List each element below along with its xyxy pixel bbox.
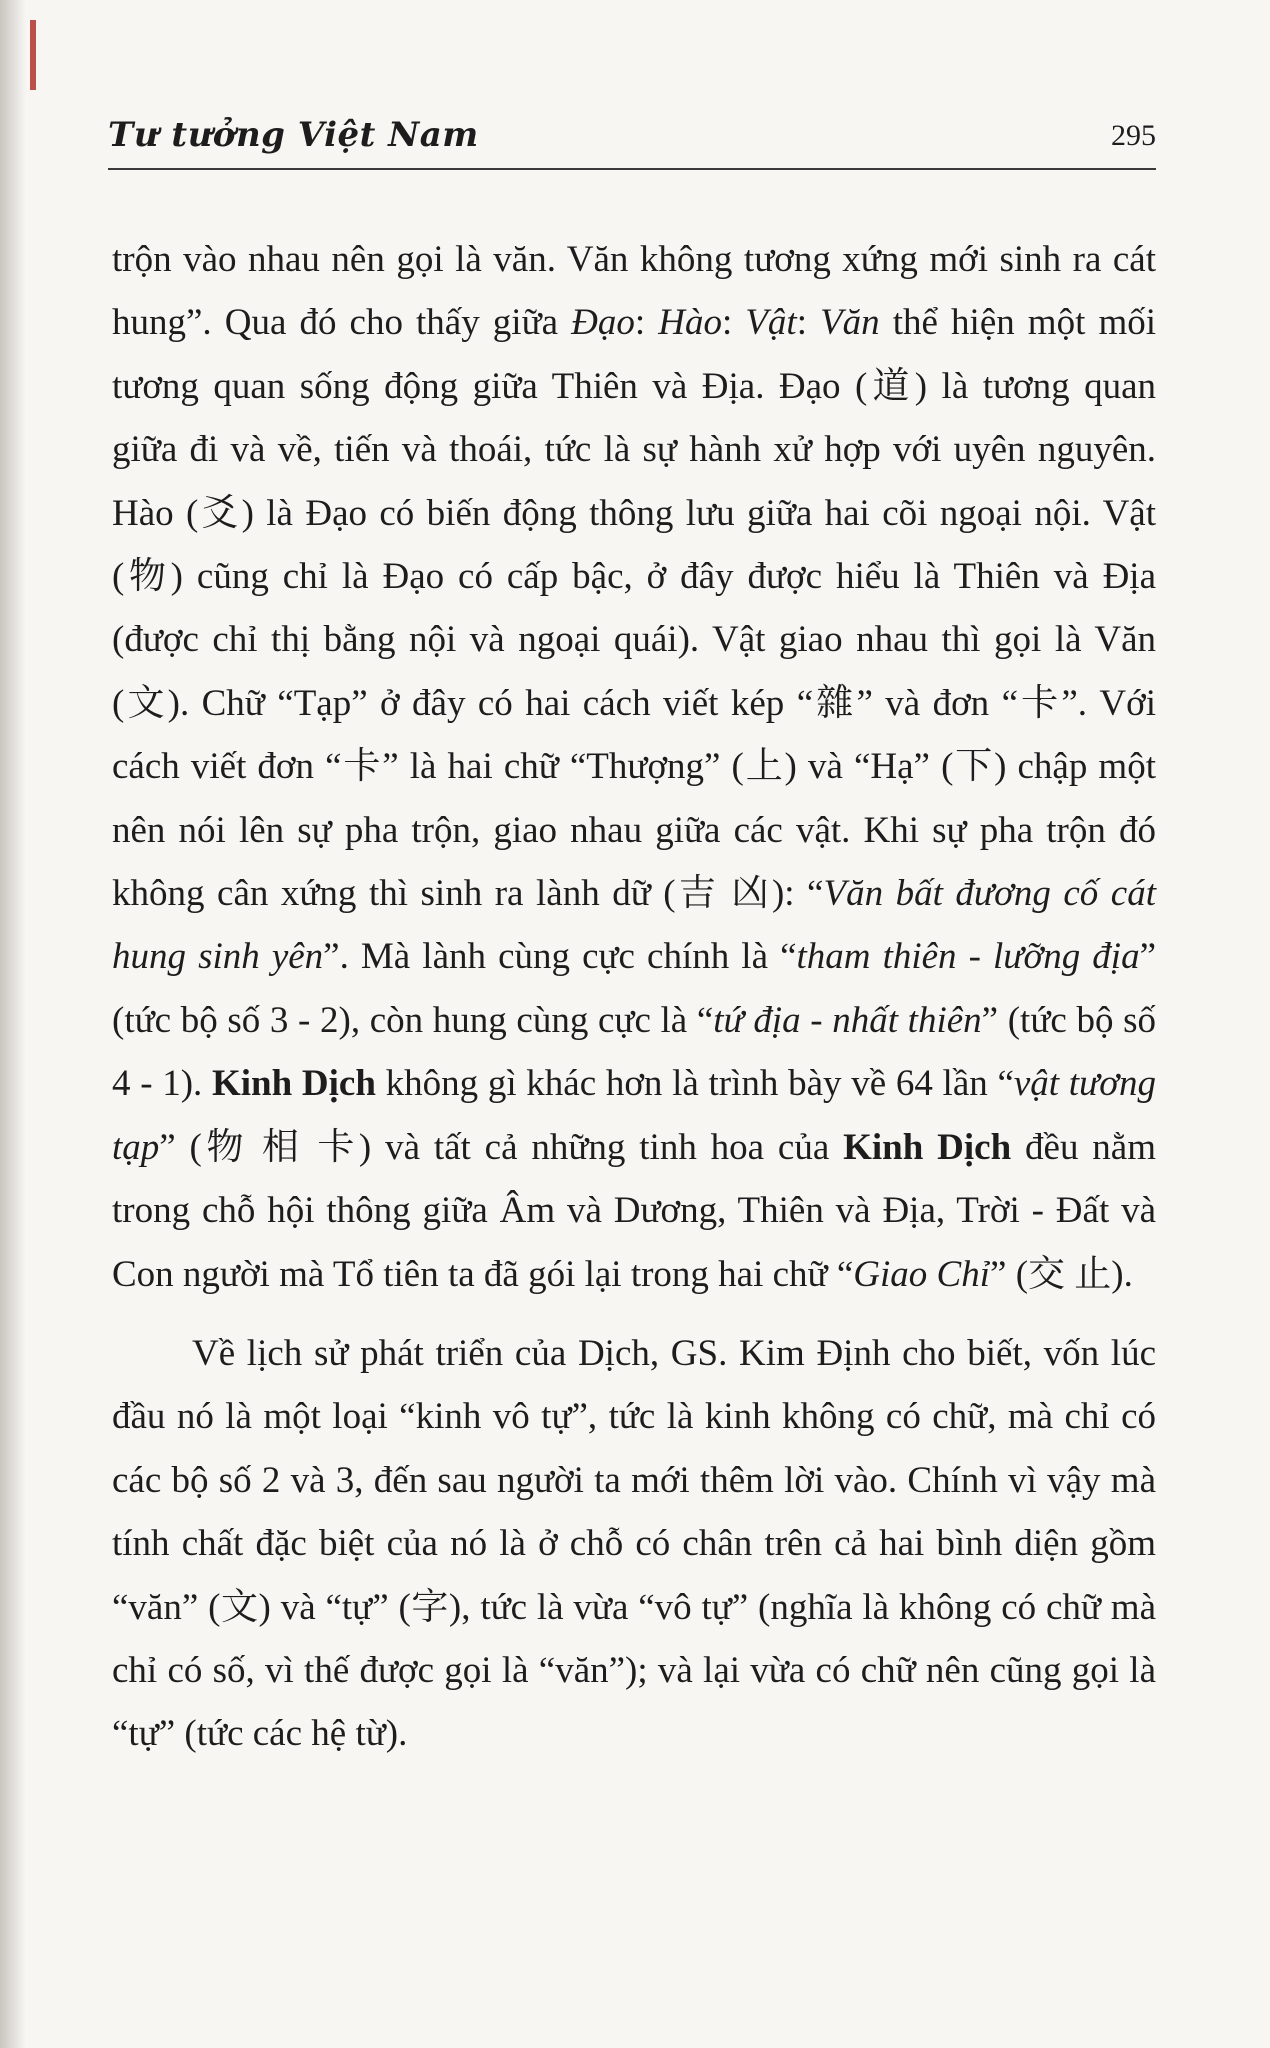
text-run: ”. Mà lành cùng cực chính là “ xyxy=(323,936,797,978)
page-header xyxy=(108,115,1156,171)
text-run: ” (tức bộ số 3 - 2), còn hung cùng cực là “ xyxy=(112,936,1157,1041)
text-run: Vật xyxy=(745,302,797,344)
text-run: Văn bất đương cố cát hung sinh yên xyxy=(112,873,1156,978)
text-run: Hào xyxy=(658,302,722,344)
text-run: Kinh Dịch xyxy=(212,1063,376,1105)
paragraph-1 xyxy=(112,228,1156,1306)
text-run: : xyxy=(796,302,821,344)
text-run: ” (tức bộ số 4 - 1). xyxy=(112,999,1156,1105)
text-run: tham thiên - lưỡng địa xyxy=(796,936,1140,978)
text-run: : xyxy=(634,302,659,344)
text-run: đều nằm trong chỗ hội thông giữa Âm và Dương, Thiên và Địa, Trời - Đất và Con người mà Tổ tiên ta đã gói lại trong hai chữ “ xyxy=(112,1126,1156,1295)
page-spine-shadow xyxy=(0,0,26,2048)
page-number: 295 xyxy=(1111,119,1156,152)
running-title: Tư tưởng Việt Nam xyxy=(108,115,479,155)
text-run: tứ địa - nhất thiên xyxy=(713,999,982,1041)
text-run: ” (交 止). xyxy=(990,1253,1133,1295)
text-run: Đạo xyxy=(571,302,635,344)
text-run: vật tương tạp xyxy=(112,1063,1156,1168)
text-run: trộn vào nhau nên gọi là văn. Văn không tương xứng mới sinh ra cát hung”. Qua đó cho thấy giữa xyxy=(112,239,1156,344)
text-run: thể hiện một mối tương quan sống động giữa Thiên và Địa. Đạo (道) là tương quan giữa đi và về, tiến và thoái, tức là sự hành xử hợp với uyên nguyên. Hào (爻) là Đạo có biến động thông lưu giữa hai cõi ngoại nội. Vật (物) cũng chỉ là Đạo có cấp bậc, ở đây được hiểu là Thiên và Địa (được chỉ thị bằng nội và ngoại quái). Vật giao nhau thì gọi là Văn (文). Chữ “Tạp” ở đây có hai cách viết kép “雜” và đơn “卡”. Với cách viết đơn “卡” là hai chữ “Thượng” (上) và “Hạ” (下) chập một nên nói lên sự pha trộn, giao nhau giữa các vật. Khi sự pha trộn đó không cân xứng thì sinh ra lành dữ (吉 凶): “ xyxy=(112,302,1157,915)
text-run: : xyxy=(721,302,746,344)
body-text xyxy=(112,228,1156,1766)
text-run: ” (物 相 卡) và tất cả những tinh hoa của xyxy=(159,1126,844,1168)
header-rule xyxy=(108,168,1156,170)
text-run: Văn xyxy=(820,302,880,344)
text-run: Về lịch sử phát triển của Dịch, GS. Kim Định cho biết, vốn lúc đầu nó là một loại “kinh vô tự”, tức là kinh không có chữ, mà chỉ có các bộ số 2 và 3, đến sau người ta mới thêm lời vào. Chính vì vậy mà tính chất đặc biệt của nó là ở chỗ có chân trên cả hai bình diện gồm “văn” (文) và “tự” (字), tức là vừa “vô tự” (nghĩa là không có chữ mà chỉ có số, vì thế được gọi là “văn”); và lại vừa có chữ nên cũng gọi là “tự” (tức các hệ từ). xyxy=(112,1332,1156,1755)
text-run: Giao Chỉ xyxy=(853,1253,991,1295)
text-run: Kinh Dịch xyxy=(843,1126,1012,1168)
bookmark-ribbon xyxy=(30,20,36,90)
text-run: không gì khác hơn là trình bày về 64 lần “ xyxy=(375,1063,1014,1105)
paragraph-2 xyxy=(112,1322,1156,1766)
